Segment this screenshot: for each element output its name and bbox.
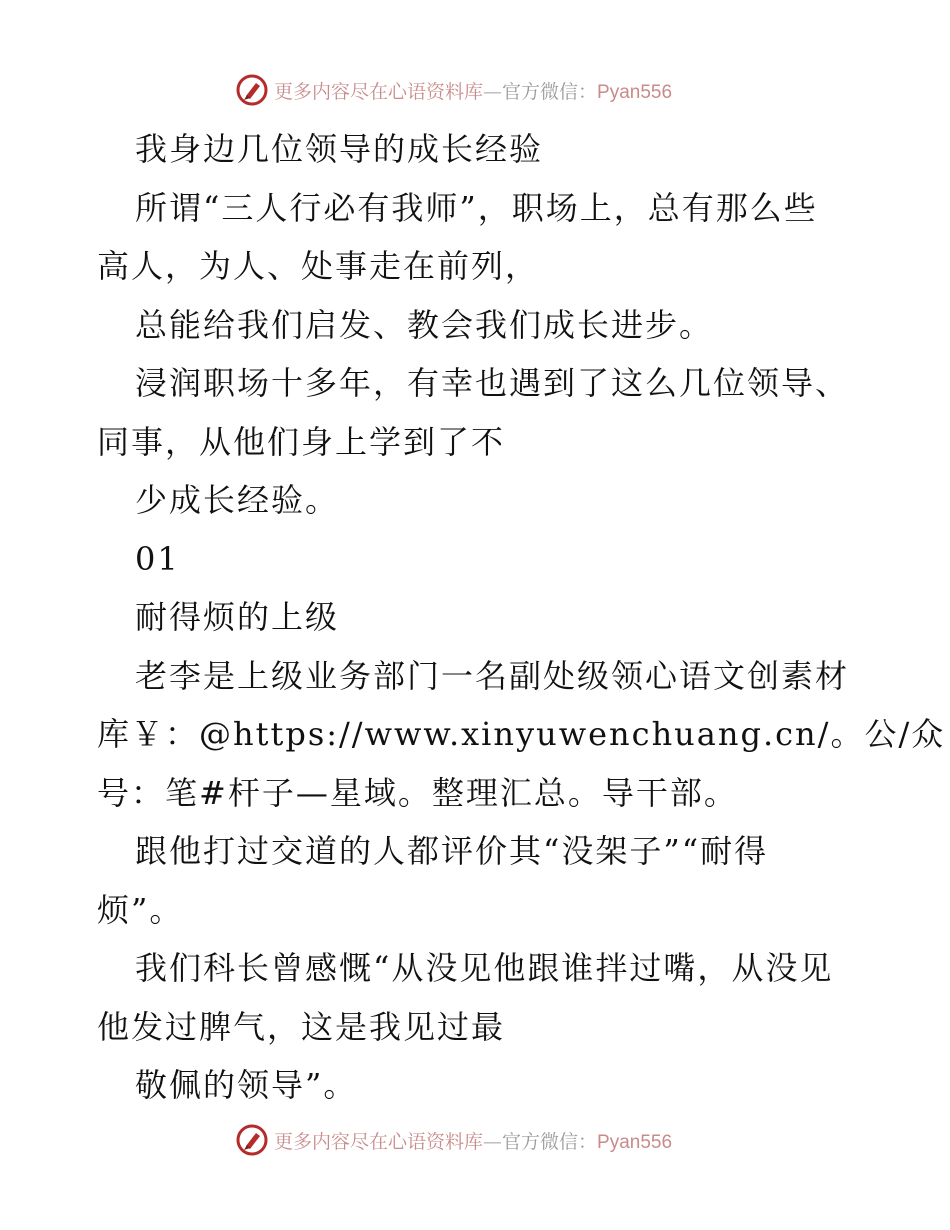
watermark-wechat-id: Pyan556 xyxy=(597,1131,673,1153)
watermark-main: 更多内容尽在心语资料库 xyxy=(274,80,484,103)
document-title: 我身边几位领导的成长经验 xyxy=(135,130,544,168)
paragraph-line: 烦”。 xyxy=(97,890,184,929)
paragraph-line: 号：笔#杆子—星域。整理汇总。导干部。 xyxy=(97,773,738,812)
watermark-official: 官方微信： xyxy=(502,80,598,103)
paragraph-line: 老李是上级业务部门一名副处级领心语文创素材 xyxy=(135,656,850,695)
section-heading: 耐得烦的上级 xyxy=(135,598,340,636)
section-number: 01 xyxy=(135,539,180,578)
paragraph-line: 所谓“三人行必有我师”，职场上，总有那么些 xyxy=(135,188,818,227)
paragraph-line: 他发过脾气，这是我见过最 xyxy=(97,1007,506,1046)
watermark-main: 更多内容尽在心语资料库 xyxy=(274,1130,484,1153)
paragraph-line: 少成长经验。 xyxy=(135,481,340,519)
pen-nib-logo-icon xyxy=(236,74,268,106)
header-watermark xyxy=(236,73,672,107)
watermark-dash: — xyxy=(483,80,503,103)
paragraph-line: 我们科长曾感慨“从没见他跟谁拌过嘴，从没见 xyxy=(135,949,834,987)
pen-nib-logo-icon xyxy=(236,1124,268,1156)
paragraph-line: 高人，为人、处事走在前列， xyxy=(97,247,540,285)
paragraph-line: 库￥：@https://www.xinyuwenchuang.cn/。公/众 xyxy=(97,715,946,753)
footer-watermark xyxy=(236,1123,672,1157)
document-body xyxy=(97,120,946,1115)
watermark-dash: — xyxy=(483,1130,503,1153)
watermark-wechat-id: Pyan556 xyxy=(597,81,673,103)
paragraph-line: 总能给我们启发、教会我们成长进步。 xyxy=(135,305,714,344)
paragraph-line: 跟他打过交道的人都评价其“没架子”“耐得 xyxy=(135,832,769,870)
watermark-text xyxy=(274,77,672,104)
watermark-text xyxy=(274,1127,672,1154)
paragraph-line: 敬佩的领导”。 xyxy=(135,1066,358,1104)
watermark-official: 官方微信： xyxy=(502,1130,598,1153)
paragraph-line: 同事，从他们身上学到了不 xyxy=(97,422,506,461)
paragraph-line: 浸润职场十多年，有幸也遇到了这么几位领导、 xyxy=(135,364,850,402)
